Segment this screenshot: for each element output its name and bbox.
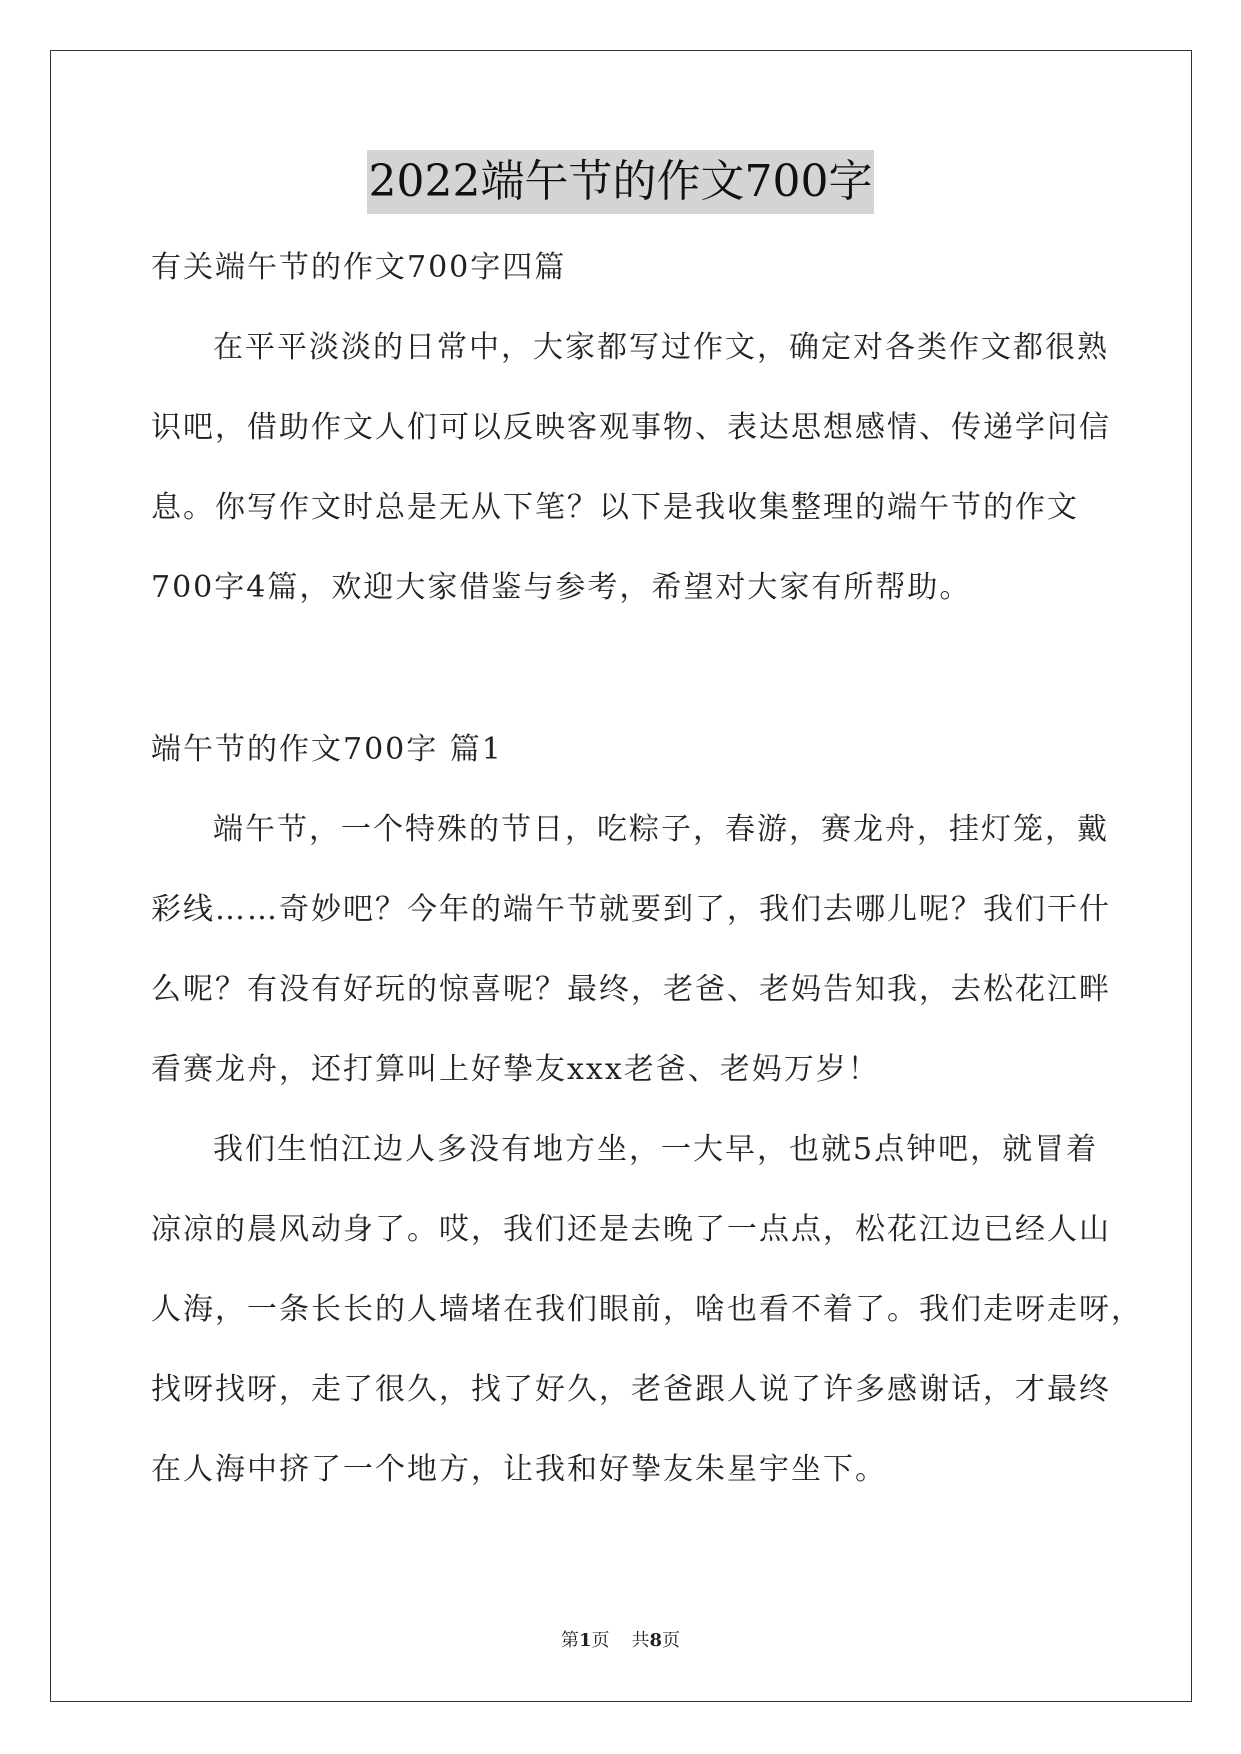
paragraph-line: 端午节，一个特殊的节日，吃粽子，春游，赛龙舟，挂灯笼，戴 (213, 812, 1109, 847)
page-footer (0, 1626, 1241, 1652)
paragraph-line: 看赛龙舟，还打算叫上好挚友xxx老爸、老妈万岁！ (151, 1052, 880, 1087)
paragraph-line: 么呢？有没有好玩的惊喜呢？最终，老爸、老妈告知我，去松花江畔 (151, 972, 1111, 1007)
total-prefix: 共 (631, 1630, 650, 1651)
page-suffix: 页 (591, 1630, 610, 1651)
document-body (151, 228, 1143, 1510)
intro-line: 息。你写作文时总是无从下笔？以下是我收集整理的端午节的作文 (151, 490, 1079, 525)
paragraph-line: 彩线……奇妙吧？今年的端午节就要到了，我们去哪儿呢？我们干什 (151, 892, 1111, 927)
paragraph-line: 在人海中挤了一个地方，让我和好挚友朱星宇坐下。 (151, 1452, 887, 1487)
paragraph-line: 我们生怕江边人多没有地方坐，一大早，也就5点钟吧，就冒着 (213, 1132, 1099, 1167)
title-wrap (0, 150, 1241, 214)
page-prefix: 第 (560, 1630, 579, 1651)
section-gap (151, 628, 1091, 710)
page-current: 1 (578, 1630, 592, 1651)
paragraph-line: 人海，一条长长的人墙堵在我们眼前，啥也看不着了。我们走呀走呀， (151, 1292, 1143, 1327)
page-total: 8 (649, 1630, 663, 1651)
document-title: 2022端午节的作文700字 (367, 150, 875, 214)
total-suffix: 页 (662, 1630, 681, 1651)
intro-line: 700字4篇，欢迎大家借鉴与参考，希望对大家有所帮助。 (151, 570, 972, 605)
paragraph-line: 凉凉的晨风动身了。哎，我们还是去晚了一点点，松花江边已经人山 (151, 1212, 1111, 1247)
subtitle: 有关端午节的作文700字四篇 (151, 250, 567, 285)
section-heading: 端午节的作文700字 篇1 (151, 732, 503, 767)
intro-line: 在平平淡淡的日常中，大家都写过作文，确定对各类作文都很熟 (213, 330, 1109, 365)
paragraph-line: 找呀找呀，走了很久，找了好久，老爸跟人说了许多感谢话，才最终 (151, 1372, 1111, 1407)
intro-line: 识吧，借助作文人们可以反映客观事物、表达思想感情、传递学问信 (151, 410, 1111, 445)
